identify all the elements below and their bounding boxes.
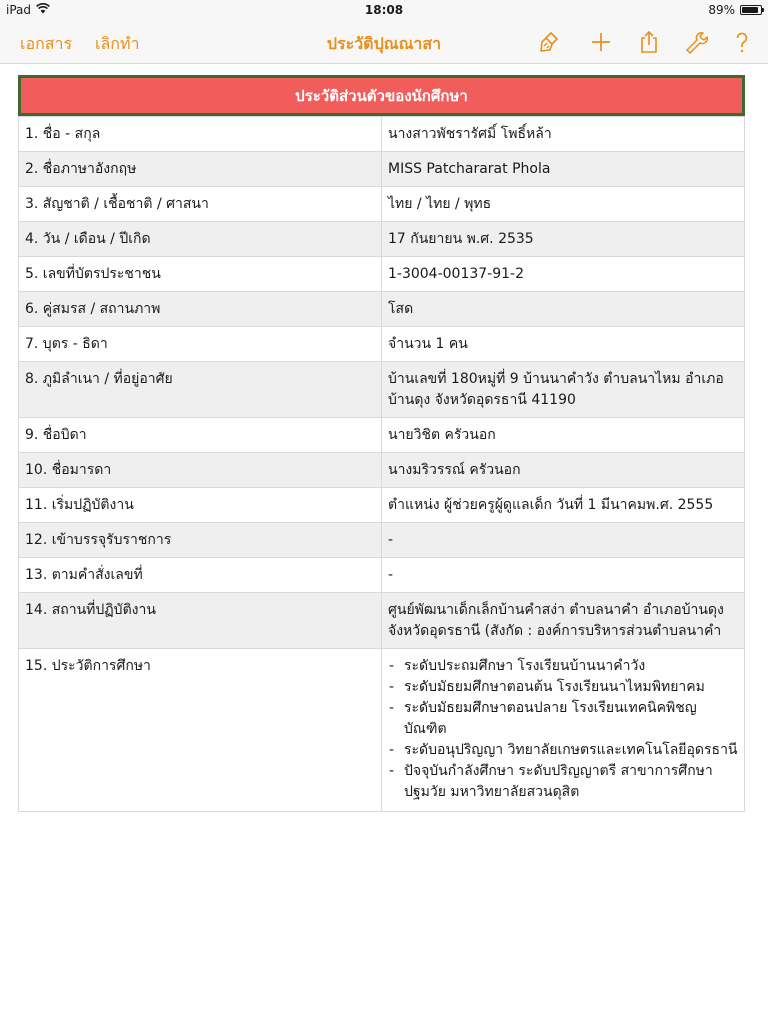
table-row bbox=[19, 222, 745, 257]
row-value[interactable]: ตำแหน่ง ผู้ช่วยครูผู้ดูแลเด็ก วันที่ 1 มีนาคมพ.ศ. 2555 bbox=[382, 488, 745, 523]
plus-icon[interactable] bbox=[588, 30, 614, 54]
table-row bbox=[19, 187, 745, 222]
row-label[interactable]: 4. วัน / เดือน / ปีเกิด bbox=[19, 222, 382, 257]
row-label[interactable]: 6. คู่สมรส / สถานภาพ bbox=[19, 292, 382, 327]
row-label[interactable]: 2. ชื่อภาษาอังกฤษ bbox=[19, 152, 382, 187]
profile-table bbox=[18, 116, 745, 812]
table-row bbox=[19, 362, 745, 418]
row-value[interactable]: จำนวน 1 คน bbox=[382, 327, 745, 362]
table-row bbox=[19, 152, 745, 187]
row-value[interactable]: โสด bbox=[382, 292, 745, 327]
device-name: iPad bbox=[6, 3, 32, 17]
row-label[interactable]: 10. ชื่อมารดา bbox=[19, 453, 382, 488]
list-item: - ระดับมัธยมศึกษาตอนปลาย โรงเรียนเทคนิคพิชญบัณฑิต bbox=[388, 698, 738, 740]
row-label[interactable]: 13. ตามคำสั่งเลขที่ bbox=[19, 558, 382, 593]
row-value[interactable]: 1-3004-00137-91-2 bbox=[382, 257, 745, 292]
row-label[interactable]: 3. สัญชาติ / เชื้อชาติ / ศาสนา bbox=[19, 187, 382, 222]
row-value[interactable]: นางมริวรรณ์ ครัวนอก bbox=[382, 453, 745, 488]
row-value[interactable]: - bbox=[382, 523, 745, 558]
table-row bbox=[19, 649, 745, 812]
education-list bbox=[388, 656, 738, 803]
help-icon[interactable] bbox=[729, 30, 755, 54]
row-label[interactable]: 9. ชื่อบิดา bbox=[19, 418, 382, 453]
row-value[interactable]: - bbox=[382, 558, 745, 593]
row-label[interactable]: 1. ชื่อ - สกุล bbox=[19, 117, 382, 152]
documents-button[interactable]: เอกสาร bbox=[20, 34, 73, 53]
list-item: - ระดับประถมศึกษา โรงเรียนบ้านนาคำวัง bbox=[388, 656, 738, 677]
row-value[interactable]: นางสาวพัชรารัศมิ์ โพธิ์หล้า bbox=[382, 117, 745, 152]
row-value[interactable]: ไทย / ไทย / พุทธ bbox=[382, 187, 745, 222]
battery-percent: 89% bbox=[708, 3, 735, 17]
wrench-icon[interactable] bbox=[683, 30, 709, 54]
row-value[interactable]: นายวิชิต ครัวนอก bbox=[382, 418, 745, 453]
list-item: - ปัจจุบันกำลังศึกษา ระดับปริญญาตรี สาขาการศึกษาปฐมวัย มหาวิทยาลัยสวนดุสิต bbox=[388, 761, 738, 803]
list-item: - ระดับมัธยมศึกษาตอนต้น โรงเรียนนาไหมพิทยาคม bbox=[388, 677, 738, 698]
row-label[interactable]: 8. ภูมิลำเนา / ที่อยู่อาศัย bbox=[19, 362, 382, 418]
student-profile-document bbox=[18, 75, 745, 812]
table-row bbox=[19, 523, 745, 558]
row-label[interactable]: 7. บุตร - ธิดา bbox=[19, 327, 382, 362]
share-icon[interactable] bbox=[636, 30, 662, 54]
undo-button[interactable]: เลิกทำ bbox=[95, 34, 140, 53]
paintbrush-icon[interactable] bbox=[538, 30, 564, 54]
row-value[interactable]: ศูนย์พัฒนาเด็กเล็กบ้านคำสง่า ตำบลนาคำ อำเภอบ้านดุง จังหวัดอุดรธานี (สังกัด : องค์การบริหารส่วนตำบลนาคำ bbox=[382, 593, 745, 649]
row-label[interactable]: 12. เข้าบรรจุรับราชการ bbox=[19, 523, 382, 558]
app-toolbar bbox=[0, 20, 768, 64]
row-value[interactable]: บ้านเลขที่ 180หมู่ที่ 9 บ้านนาคำวัง ตำบลนาไหม อำเภอบ้านดุง จังหวัดอุดรธานี 41190 bbox=[382, 362, 745, 418]
row-label[interactable]: 14. สถานที่ปฏิบัติงาน bbox=[19, 593, 382, 649]
row-label[interactable]: 5. เลขที่บัตรประชาชน bbox=[19, 257, 382, 292]
table-row bbox=[19, 593, 745, 649]
table-row bbox=[19, 292, 745, 327]
table-header[interactable]: ประวัติส่วนตัวของนักศึกษา bbox=[18, 75, 745, 116]
table-row bbox=[19, 327, 745, 362]
table-row bbox=[19, 117, 745, 152]
profile-rows bbox=[19, 117, 745, 812]
row-value[interactable]: MISS Patchararat Phola bbox=[382, 152, 745, 187]
status-right bbox=[708, 3, 762, 17]
document-title: ประวัติปุณณาสา bbox=[326, 34, 442, 53]
row-label[interactable]: 15. ประวัติการศึกษา bbox=[19, 649, 382, 812]
battery-icon bbox=[740, 5, 762, 15]
status-time: 18:08 bbox=[364, 3, 404, 17]
row-value[interactable]: 17 กันยายน พ.ศ. 2535 bbox=[382, 222, 745, 257]
table-row bbox=[19, 488, 745, 523]
education-list-cell[interactable] bbox=[382, 649, 745, 812]
table-row bbox=[19, 453, 745, 488]
table-row bbox=[19, 558, 745, 593]
list-item: - ระดับอนุปริญญา วิทยาลัยเกษตรและเทคโนโลยีอุดรธานี bbox=[388, 740, 738, 761]
row-label[interactable]: 11. เริ่มปฏิบัติงาน bbox=[19, 488, 382, 523]
table-row bbox=[19, 418, 745, 453]
status-bar bbox=[0, 0, 768, 20]
table-row bbox=[19, 257, 745, 292]
battery-fill bbox=[742, 7, 758, 13]
